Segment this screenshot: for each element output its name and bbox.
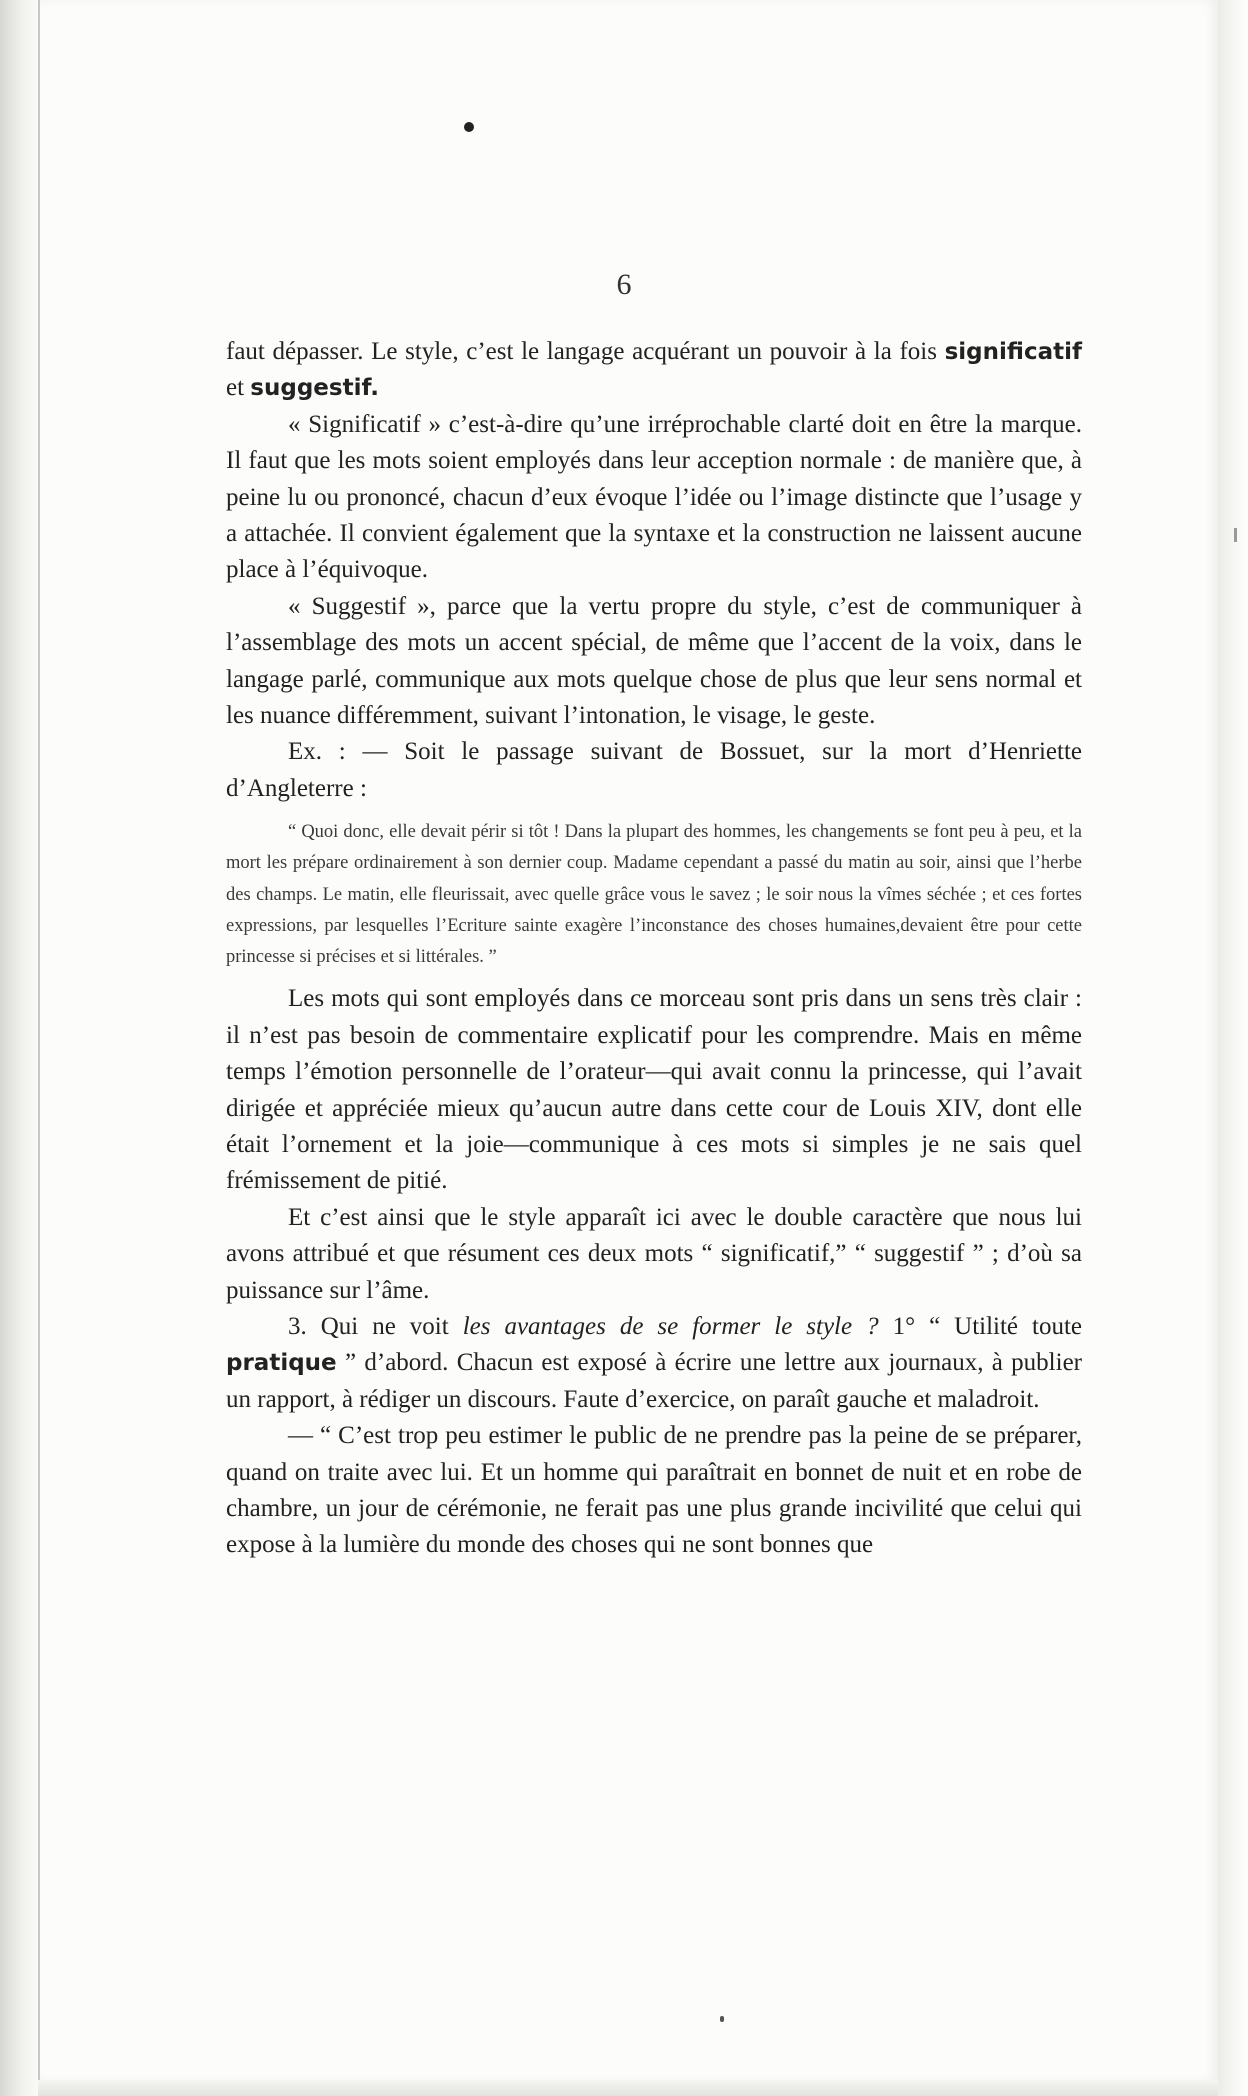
text-run: « Suggestif », parce que la vertu propre du style, c’est de communiquer à l’assemblage des mots un accent spécial, de même que l’accent de la voix, dans le langage parlé, communique aux mots quelque chose de plus que leur sens normal et les nuance différemment, suivant l’intonation, le visage, le geste. (226, 592, 1082, 730)
paragraph-p2 (226, 407, 1082, 589)
page-text (226, 334, 1082, 1564)
quotation-paragraph (226, 817, 1082, 973)
bold-sans-text: suggestif. (250, 375, 379, 402)
italic-text: les avantages de se former le style ? (462, 1312, 879, 1340)
paragraph-p3 (226, 589, 1082, 735)
text-run: 3. Qui ne voit (288, 1312, 463, 1340)
paragraph-p7 (226, 1200, 1082, 1309)
text-run: « Significatif » c’est-à-dire qu’une irréprochable clarté doit en être la marque. Il faut que les mots soient employés dans leur acception normale : de manière que, à peine lu ou prononcé, chacun d’eux évoque l’idée ou l’image distincte que l’usage y a attachée. Il convient également que la syntaxe et la construction ne laissent aucune place à l’équivoque. (226, 410, 1082, 584)
bold-sans-text: significatif (944, 339, 1082, 365)
text-run: Et c’est ainsi que le style apparaît ici avec le double caractère que nous lui avons attribué et que résument ces deux mots “ significatif,” “ suggestif ” ; d’où sa puissance sur l’âme. (226, 1203, 1082, 1304)
bottom-mark (720, 2016, 724, 2022)
ink-dot (464, 122, 474, 132)
paragraph-p8 (226, 1309, 1082, 1418)
text-run: “ Quoi donc, elle devait périr si tôt ! Dans la plupart des hommes, les changements se font peu à peu, et la mort les prépare ordinairement à son dernier coup. Madame cependant a passé du matin au soir, ainsi que l’herbe des champs. Le matin, elle fleurissait, avec quelle grâce vous le savez ; le soir nous la vîmes séchée ; et ces fortes expressions, par lesquelles l’Ecriture sainte exagère l’inconstance des choses humaines,devaient être pour cette princesse si précises et si littérales. ” (226, 822, 1082, 968)
text-run: Les mots qui sont employés dans ce morceau sont pris dans un sens très clair : il n’est pas besoin de commentaire explicatif pour les comprendre. Mais en même temps l’émotion personnelle de l’orateur—qui avait connu la princesse, qui l’avait dirigée et appréciée mieux qu’aucun autre dans cette cour de Louis XIV, dont elle était l’ornement et la joie—communique à ces mots si simples je ne sais quel frémissement de pitié. (226, 985, 1082, 1195)
page-number: 6 (616, 268, 632, 301)
bold-sans-text: pratique (226, 1350, 337, 1377)
text-run: — “ C’est trop peu estimer le public de ne prendre pas la peine de se préparer, quand on traite avec lui. Et un homme qui paraîtrait en bonnet de nuit et en robe de chambre, un jour de cérémonie, ne ferait pas une plus grande incivilité que celui qui expose à la lumière du monde des choses qui ne sont bonnes que (226, 1422, 1082, 1559)
paragraph-p1 (226, 334, 1082, 407)
paragraph-p6 (226, 981, 1082, 1199)
text-run: 1° “ Utilité toute (878, 1312, 1083, 1340)
page-bottom-edge (38, 2080, 1218, 2096)
paragraph-p4 (226, 734, 1082, 807)
edge-mark (1234, 528, 1237, 542)
text-run: Ex. : — Soit le passage suivant de Bossuet, sur la mort d’Henriette d’Angleterre : (226, 738, 1082, 802)
text-run: et (226, 374, 251, 402)
text-run: ” d’abord. Chacun est exposé à écrire une lettre aux journaux, à publier un rapport, à rédiger un discours. Faute d’exercice, on paraît gauche et maladroit. (226, 1349, 1082, 1413)
text-run: faut dépasser. Le style, c’est le langage acquérant un pouvoir à la fois (226, 338, 945, 365)
paragraph-p9 (226, 1418, 1082, 1564)
